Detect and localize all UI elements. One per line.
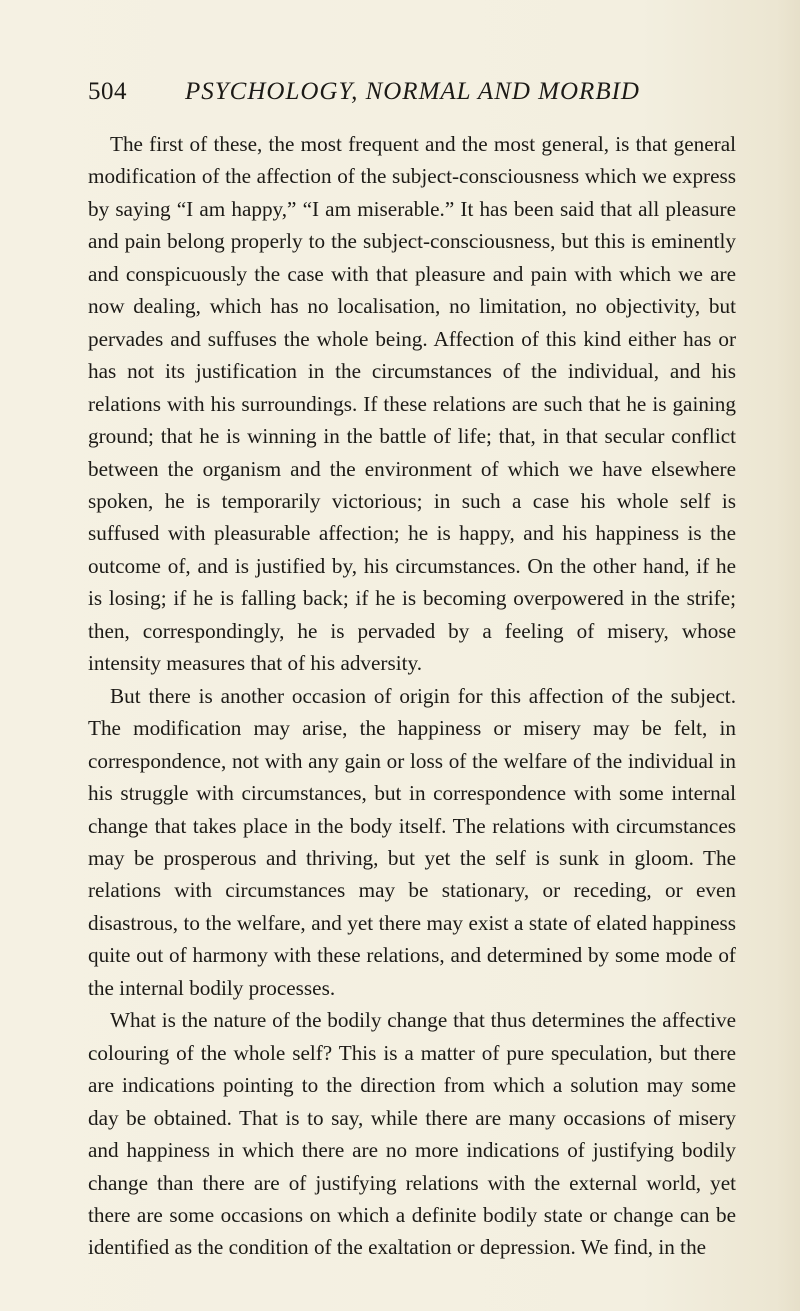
running-title: PSYCHOLOGY, NORMAL AND MORBID xyxy=(185,78,640,105)
running-head xyxy=(88,78,728,112)
page-number: 504 xyxy=(88,78,127,105)
paragraph-1: The first of these, the most frequent and the most general, is that general modification of the affection of the subject-consciousness which we express by saying “I am happy,” “I am miserable.” It has been said that all pleasure and pain belong properly to the subject-consciousness, but this is eminently and conspicuously the case with that pleasure and pain with which we are now dealing, which has no localisation, no limitation, no objectivity, but pervades and suffuses the whole being. Affection of this kind either has or has not its justification in the circumstances of the individual, and his relations with his surroundings. If these relations are such that he is gaining ground; that he is winning in the battle of life; that, in that secular conflict between the organism and the environment of which we have elsewhere spoken, he is temporarily victorious; in such a case his whole self is suffused with pleasurable affection; he is happy, and his happiness is the outcome of, and is justified by, his circumstances. On the other hand, if he is losing; if he is falling back; if he is becoming overpowered in the strife; then, correspondingly, he is pervaded by a feeling of misery, whose intensity measures that of his adversity. xyxy=(88,132,736,676)
body-text xyxy=(88,128,736,1264)
paragraph-2: But there is another occasion of origin for this affection of the subject. The modification may arise, the happiness or misery may be felt, in correspondence, not with any gain or loss of the welfare of the individual in his struggle with circumstances, but in correspondence with some internal change that takes place in the body itself. The relations with circumstances may be prosperous and thriving, but yet the self is sunk in gloom. The relations with circumstances may be stationary, or receding, or even disastrous, to the welfare, and yet there may exist a state of elated happiness quite out of harmony with these relations, and determined by some mode of the internal bodily processes. xyxy=(88,683,736,1000)
paragraph-3: What is the nature of the bodily change that thus determines the affective colouring of the whole self? This is a matter of pure speculation, but there are indications pointing to the direction from which a solution may some day be obtained. That is to say, while there are many occasions of misery and happiness in which there are no more indications of justifying bodily change than there are of justifying relations with the external world, yet there are some occasions on which a definite bodily state or change can be identified as the condition of the exaltation or depression. We find, in the xyxy=(88,1008,736,1260)
